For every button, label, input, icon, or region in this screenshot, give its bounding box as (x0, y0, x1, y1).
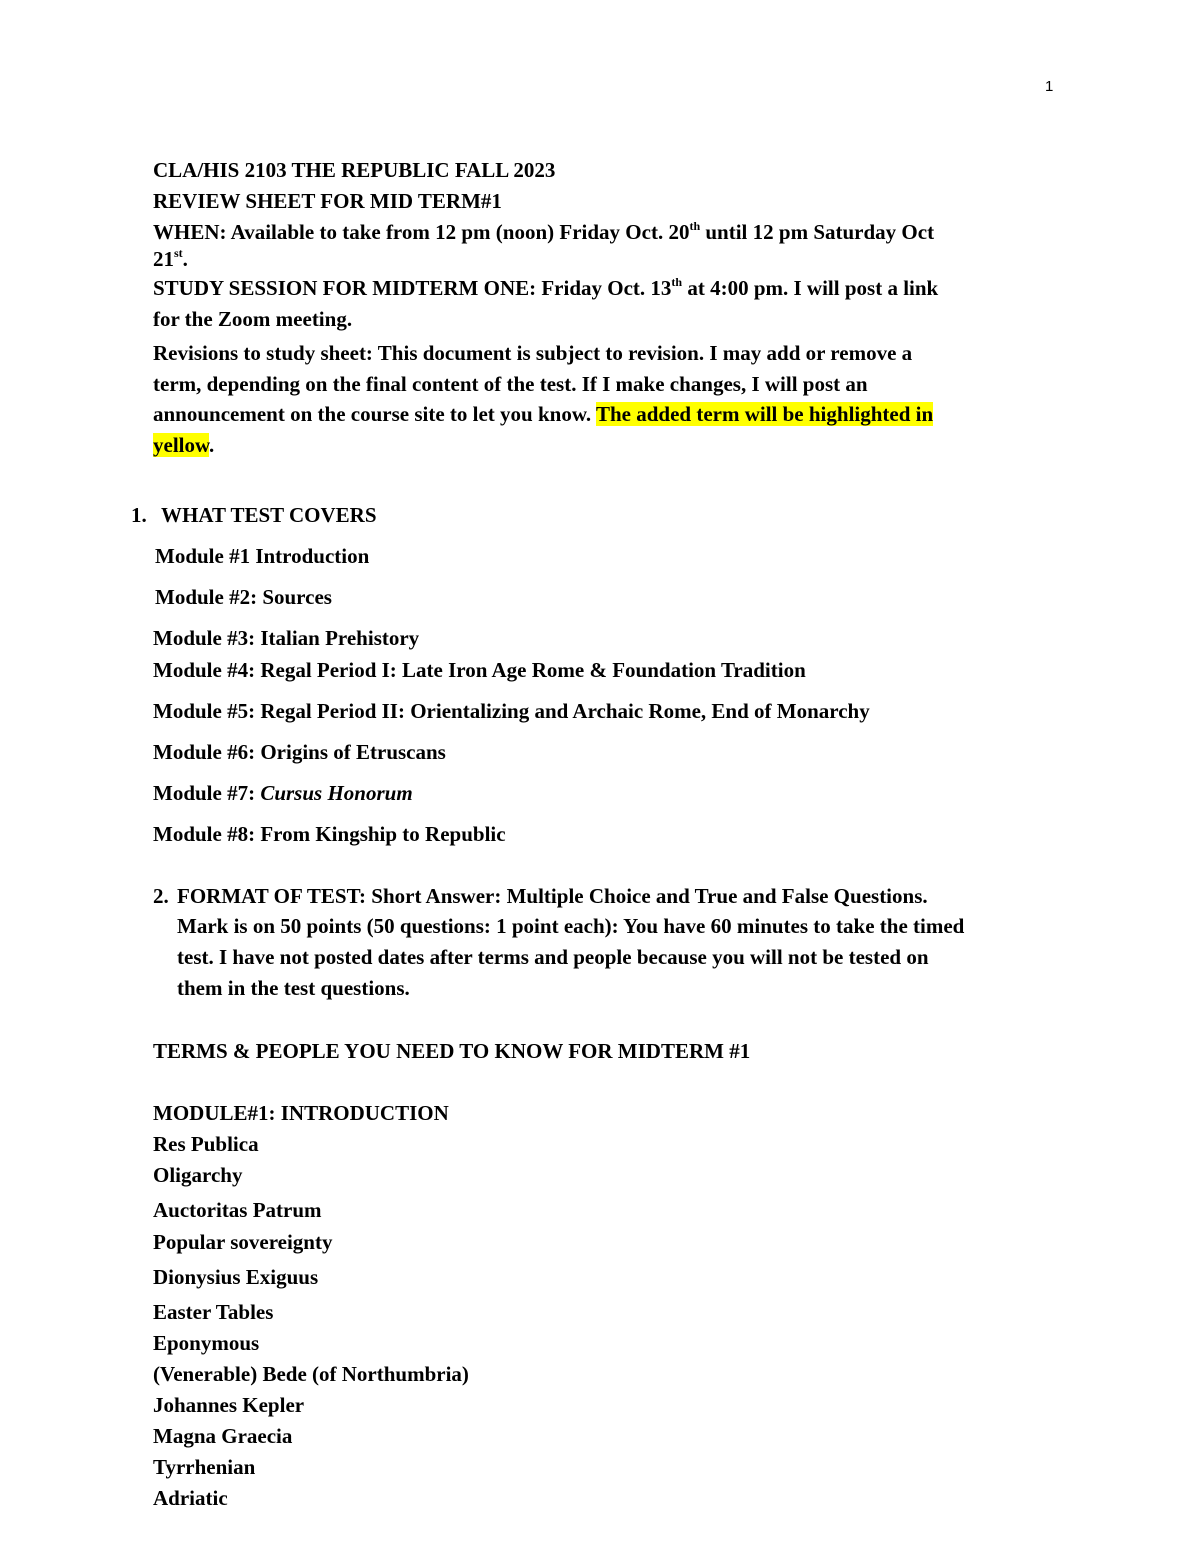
term-item: Auctoritas Patrum (153, 1198, 322, 1222)
when-date-sup: st (174, 246, 183, 260)
study-text-cont: at 4:00 pm. I will post a link (682, 276, 939, 300)
module-1-heading: MODULE#1: INTRODUCTION (153, 1101, 449, 1125)
section-1-title: WHAT TEST COVERS (161, 503, 377, 527)
module-item: Module #2: Sources (155, 585, 332, 609)
module-item: Module #6: Origins of Etruscans (153, 740, 446, 764)
revisions-line-3 (153, 404, 933, 425)
when-text-cont: until 12 pm Saturday Oct (700, 220, 935, 244)
term-item: Dionysius Exiguus (153, 1265, 319, 1289)
term-item: Eponymous (153, 1331, 260, 1355)
revisions-period: . (209, 433, 215, 457)
terms-heading: TERMS & PEOPLE YOU NEED TO KNOW FOR MIDTERM #1 (153, 1039, 751, 1063)
module-7-label: Module #7: (153, 781, 261, 805)
when-date: 21 (153, 247, 174, 271)
study-sup: th (671, 275, 683, 289)
section-2-number: 2. (153, 884, 169, 908)
revisions-line-2: term, depending on the final content of the test. If I make changes, I will post an (153, 372, 868, 396)
term-item: Popular sovereignty (153, 1230, 333, 1254)
term-item: Tyrrhenian (153, 1455, 256, 1479)
format-line-2: Mark is on 50 points (50 questions: 1 point each): You have 60 minutes to take the timed (177, 914, 965, 938)
when-sup: th (689, 219, 701, 233)
study-line (153, 275, 939, 300)
term-item: Johannes Kepler (153, 1393, 305, 1417)
when-label: WHEN: (153, 220, 227, 244)
module-item: Module #3: Italian Prehistory (153, 626, 420, 650)
module-item: Module #8: From Kingship to Republic (153, 822, 506, 846)
study-text: Friday Oct. 13 (536, 276, 672, 300)
when-line-2 (153, 246, 188, 271)
revisions-line-1: Revisions to study sheet: This document is subject to revision. I may add or remove a (153, 341, 913, 365)
term-item: Res Publica (153, 1132, 259, 1156)
format-line-1: FORMAT OF TEST: Short Answer: Multiple Choice and True and False Questions. (177, 884, 928, 908)
review-title: REVIEW SHEET FOR MID TERM#1 (153, 189, 502, 213)
when-text: Available to take from 12 pm (noon) Friday Oct. 20 (230, 220, 690, 244)
when-line (153, 219, 935, 244)
course-title: CLA/HIS 2103 THE REPUBLIC FALL 2023 (153, 158, 556, 182)
highlighted-note: The added term will be highlighted in (595, 402, 934, 426)
term-item: Oligarchy (153, 1163, 243, 1187)
section-1-number: 1. (131, 503, 147, 527)
module-item: Module #5: Regal Period II: Orientalizing and Archaic Rome, End of Monarchy (153, 699, 870, 723)
when-period: . (182, 247, 188, 271)
term-item: Easter Tables (153, 1300, 274, 1324)
module-item: Module #4: Regal Period I: Late Iron Age Rome & Foundation Tradition (153, 658, 806, 682)
module-item: Module #1 Introduction (155, 544, 370, 568)
study-label: STUDY SESSION FOR MIDTERM ONE: (153, 276, 537, 300)
term-item: Magna Graecia (153, 1424, 293, 1448)
format-line-4: them in the test questions. (177, 976, 410, 1000)
format-line-3: test. I have not posted dates after terms and people because you will not be tested on (177, 945, 929, 969)
module-item (153, 783, 413, 804)
revisions-text: announcement on the course site to let you know. (153, 402, 596, 426)
revisions-line-4 (153, 435, 214, 456)
highlighted-note-end: yellow (153, 433, 209, 457)
term-item: Adriatic (153, 1486, 228, 1510)
module-7-italic: Cursus Honorum (260, 781, 413, 805)
page-number: 1 (1045, 78, 1054, 95)
term-item: (Venerable) Bede (of Northumbria) (153, 1362, 469, 1386)
study-line-2: for the Zoom meeting. (153, 307, 353, 331)
